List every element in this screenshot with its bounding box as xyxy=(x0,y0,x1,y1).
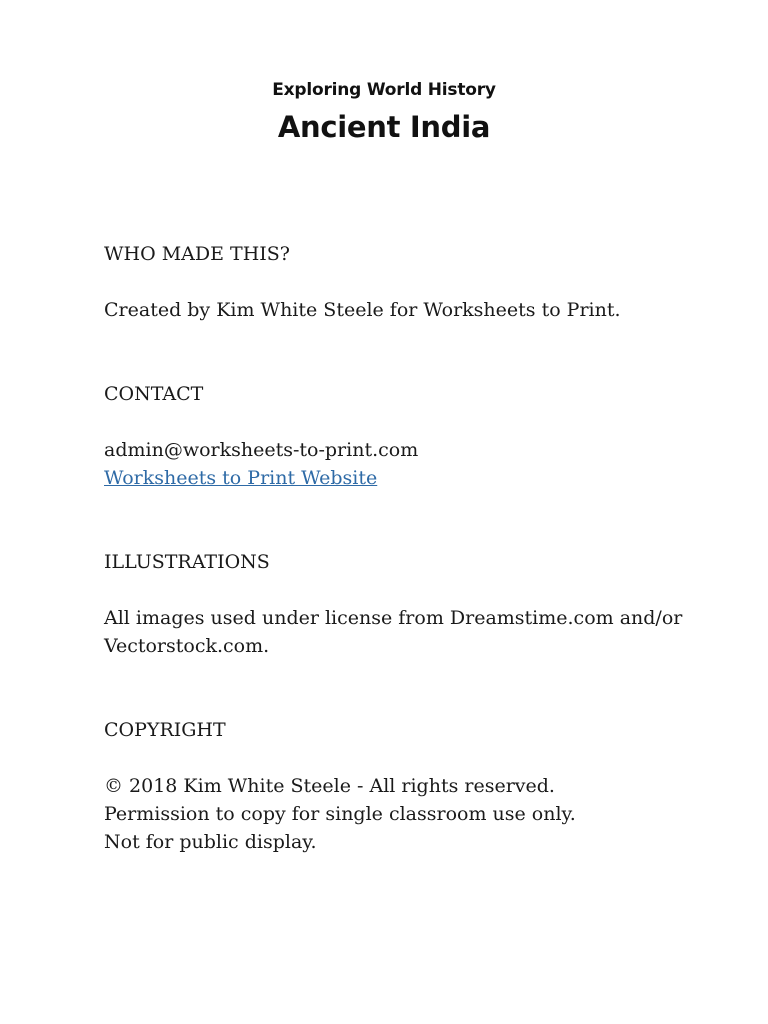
section-heading-who: WHO MADE THIS? xyxy=(104,243,290,265)
section-body-who: Created by Kim White Steele for Worksheets to Print. xyxy=(104,299,621,321)
illustrations-line-2: Vectorstock.com. xyxy=(104,635,270,657)
series-subtitle: Exploring World History xyxy=(272,80,496,100)
section-heading-contact: CONTACT xyxy=(104,383,204,405)
section-who-made-this xyxy=(104,240,704,324)
section-body-illustrations xyxy=(104,604,704,660)
illustrations-line-1: All images used under license from Dreamstime.com and/or xyxy=(104,607,683,629)
section-heading-illustrations: ILLUSTRATIONS xyxy=(104,551,270,573)
section-illustrations xyxy=(104,548,704,660)
section-copyright xyxy=(104,716,704,856)
page-title: Ancient India xyxy=(277,110,491,144)
section-heading-copyright: COPYRIGHT xyxy=(104,719,226,741)
copyright-line-3: Not for public display. xyxy=(104,831,317,853)
website-link[interactable]: Worksheets to Print Website xyxy=(104,467,378,489)
copyright-line-1: © 2018 Kim White Steele - All rights reserved. xyxy=(104,775,555,797)
section-body-copyright xyxy=(104,772,704,856)
section-body-contact xyxy=(104,436,704,492)
credits-content xyxy=(104,240,704,856)
copyright-line-2: Permission to copy for single classroom use only. xyxy=(104,803,576,825)
section-contact xyxy=(104,380,704,492)
contact-email: admin@worksheets-to-print.com xyxy=(104,439,419,461)
